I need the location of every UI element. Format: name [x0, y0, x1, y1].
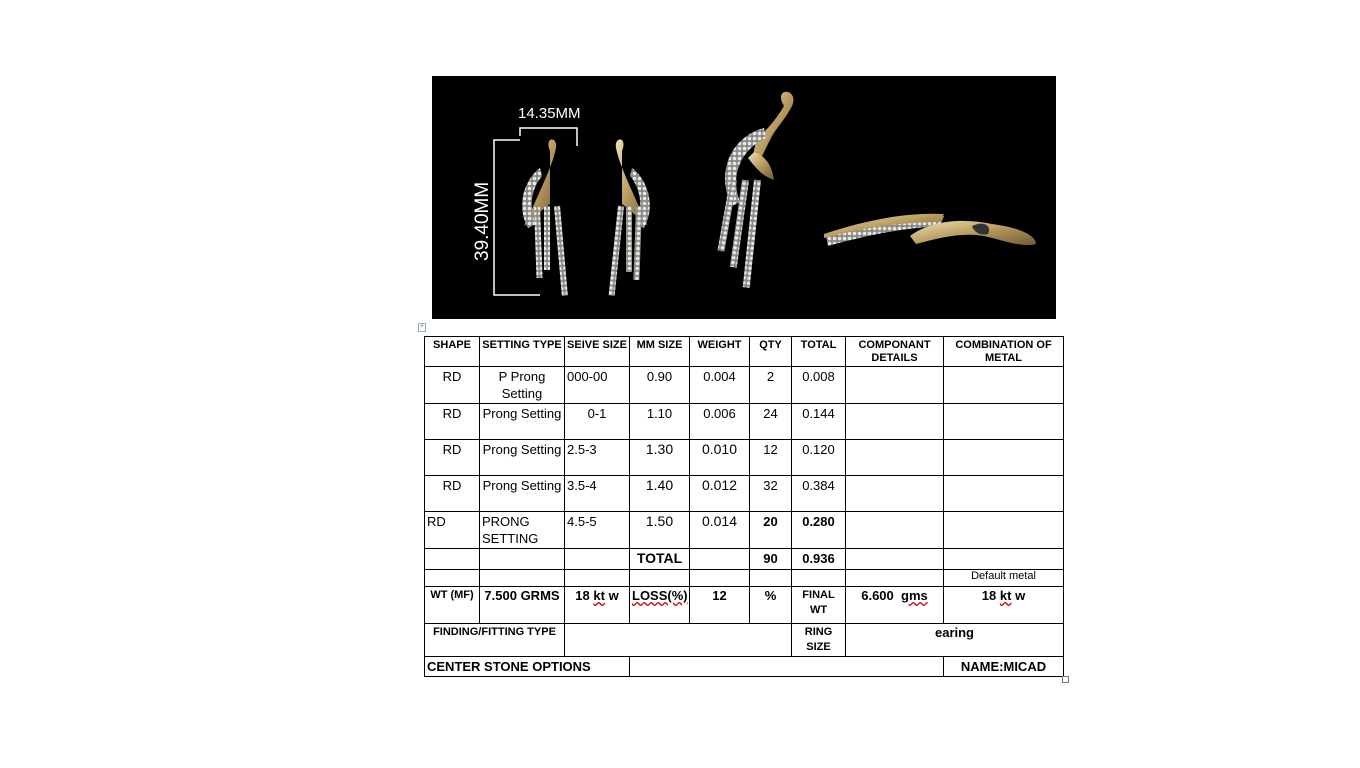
table-row [425, 367, 1064, 404]
table-row [425, 476, 1064, 512]
final-wt-value [846, 587, 944, 624]
cell-qty: 32 [750, 476, 792, 512]
cell-qty: 24 [750, 404, 792, 440]
cell-qty: 2 [750, 367, 792, 404]
cell-total: 0.384 [792, 476, 846, 512]
cell-shape: RD [425, 512, 480, 549]
final-wt-label: FINAL WT [792, 587, 846, 624]
cell-mm: 1.10 [630, 404, 690, 440]
anchor-icon[interactable]: + [418, 323, 426, 332]
table-row [425, 440, 1064, 476]
empty-cell [846, 570, 944, 587]
header-componant-details: COMPONANT DETAILS [846, 337, 944, 367]
earring-render-image [432, 76, 1056, 319]
default-metal-label: Default metal [944, 570, 1064, 587]
center-stone-label: CENTER STONE OPTIONS [425, 657, 630, 677]
empty-cell [944, 549, 1064, 570]
height-dimension-label: 39.40MM [472, 181, 493, 261]
center-stone-row [425, 657, 1064, 677]
loss-label [630, 587, 690, 624]
earring-front-view [522, 139, 568, 296]
cell-mm: 0.90 [630, 367, 690, 404]
finding-value [565, 624, 792, 657]
cell-total: 0.144 [792, 404, 846, 440]
loss-value: 12 [690, 587, 750, 624]
header-shape: SHAPE [425, 337, 480, 367]
cell-seive: 2.5-3 [565, 440, 630, 476]
cell-component [846, 476, 944, 512]
cell-weight: 0.006 [690, 404, 750, 440]
wt-metal-kt: kt [593, 588, 605, 603]
wt-metal [565, 587, 630, 624]
finding-row [425, 624, 1064, 657]
wt-value: 7.500 GRMS [480, 587, 565, 624]
empty-cell [425, 549, 480, 570]
empty-cell [750, 570, 792, 587]
total-qty: 90 [750, 549, 792, 570]
total-weight: 0.936 [792, 549, 846, 570]
metal-kt: kt [999, 588, 1012, 603]
table-row [425, 512, 1064, 549]
empty-cell [690, 570, 750, 587]
header-mm-size: MM SIZE [630, 337, 690, 367]
cell-weight: 0.004 [690, 367, 750, 404]
cell-component [846, 440, 944, 476]
name-label: NAME:MICAD [944, 657, 1064, 677]
metal-value [944, 587, 1064, 624]
cell-mm: 1.30 [630, 440, 690, 476]
cell-metal [944, 440, 1064, 476]
cell-total: 0.120 [792, 440, 846, 476]
cell-component [846, 367, 944, 404]
cell-shape: RD [425, 440, 480, 476]
earring-mirror-view [609, 139, 650, 295]
table-header-row [425, 337, 1064, 367]
cell-mm: 1.50 [630, 512, 690, 549]
cell-setting: Prong Setting [480, 440, 565, 476]
cell-component [846, 512, 944, 549]
final-wt-number: 6.600 [861, 588, 894, 603]
cell-seive: 3.5-4 [565, 476, 630, 512]
header-combination-of-metal: COMBINATION OF METAL [944, 337, 1064, 367]
metal-prefix: 18 [981, 588, 997, 603]
header-total: TOTAL [792, 337, 846, 367]
cell-metal [944, 367, 1064, 404]
weight-summary-row [425, 587, 1064, 624]
cell-seive: 000-00 [565, 367, 630, 404]
empty-cell [846, 549, 944, 570]
cell-shape: RD [425, 404, 480, 440]
wt-label: WT (MF) [425, 587, 480, 624]
cell-setting: Prong Setting [480, 404, 565, 440]
header-seive-size: SEIVE SIZE [565, 337, 630, 367]
empty-cell [630, 570, 690, 587]
center-stone-value [630, 657, 944, 677]
cell-weight: 0.012 [690, 476, 750, 512]
empty-cell [565, 549, 630, 570]
cell-setting: P Prong Setting [480, 367, 565, 404]
empty-cell [425, 570, 480, 587]
cell-weight: 0.010 [690, 440, 750, 476]
header-qty: QTY [750, 337, 792, 367]
cell-metal [944, 476, 1064, 512]
cell-total: 0.008 [792, 367, 846, 404]
cell-shape: RD [425, 476, 480, 512]
diamond-details-table [424, 336, 1064, 677]
cell-component [846, 404, 944, 440]
cell-shape: RD [425, 367, 480, 404]
earring-side-view [824, 214, 1036, 246]
cell-weight: 0.014 [690, 512, 750, 549]
resize-handle[interactable] [1062, 676, 1069, 683]
cell-setting: PRONG SETTING [480, 512, 565, 549]
cell-metal [944, 512, 1064, 549]
ring-size-value: earing [846, 624, 1064, 657]
cell-total: 0.280 [792, 512, 846, 549]
ring-size-label: RING SIZE [792, 624, 846, 657]
default-metal-row [425, 570, 1064, 587]
metal-suffix: w [1015, 588, 1026, 603]
empty-cell [480, 570, 565, 587]
total-label: TOTAL [630, 549, 690, 570]
header-weight: WEIGHT [690, 337, 750, 367]
cell-qty: 20 [750, 512, 792, 549]
cell-qty: 12 [750, 440, 792, 476]
cell-setting: Prong Setting [480, 476, 565, 512]
cell-mm: 1.40 [630, 476, 690, 512]
cell-metal [944, 404, 1064, 440]
table-row [425, 404, 1064, 440]
percent-sign: % [750, 587, 792, 624]
cell-seive: 0-1 [565, 404, 630, 440]
earring-perspective-view [718, 92, 794, 288]
finding-label: FINDING/FITTING TYPE [425, 624, 565, 657]
empty-cell [792, 570, 846, 587]
final-wt-unit: gms [901, 588, 928, 603]
empty-cell [480, 549, 565, 570]
loss-label-text: LOSS(%) [632, 588, 688, 603]
cell-seive: 4.5-5 [565, 512, 630, 549]
wt-metal-prefix: 18 [575, 588, 590, 603]
width-dimension-label: 14.35MM [518, 105, 581, 122]
empty-cell [565, 570, 630, 587]
header-setting-type: SETTING TYPE [480, 337, 565, 367]
empty-cell [690, 549, 750, 570]
wt-metal-suffix: w [608, 588, 619, 603]
total-row [425, 549, 1064, 570]
